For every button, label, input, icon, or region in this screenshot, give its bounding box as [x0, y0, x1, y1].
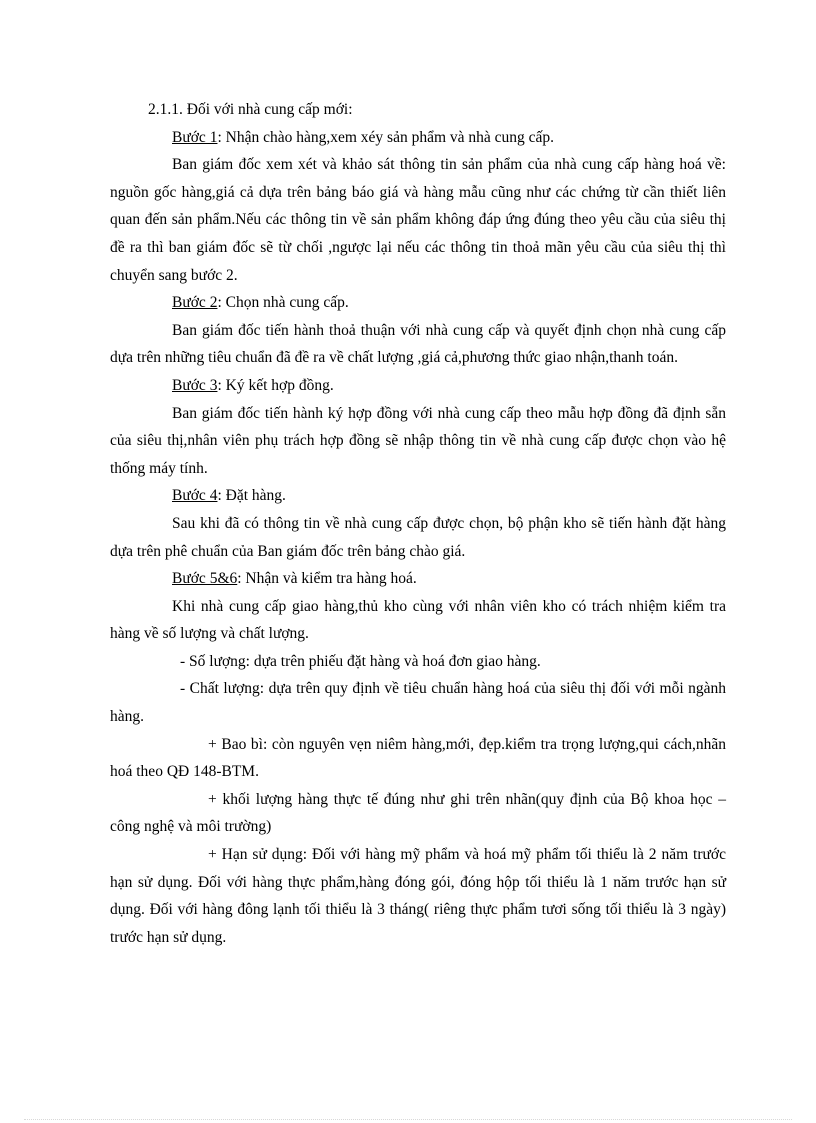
step-4-title: [110, 482, 726, 510]
document-body: [110, 96, 726, 951]
step-1-title-text: : Nhận chào hàng,xem xéy sản phẩm và nhà cung cấp.: [217, 128, 555, 146]
step-4-body: Sau khi đã có thông tin về nhà cung cấp được chọn, bộ phận kho sẽ tiến hành đặt hàng dựa trên phê chuẩn của Ban giám đốc trên bảng chào giá.: [110, 514, 726, 560]
plus-item-packaging: + Bao bì: còn nguyên vẹn niêm hàng,mới, đẹp.kiểm tra trọng lượng,qui cách,nhãn hoá theo QĐ 148-BTM.: [110, 735, 726, 781]
plus-item-weight: + khối lượng hàng thực tế đúng như ghi trên nhãn(quy định của Bộ khoa học – công nghệ và môi trường): [110, 790, 726, 836]
dash-item-quality: - Chất lượng: dựa trên quy định về tiêu chuẩn hàng hoá của siêu thị đối với mỗi ngành hàng.: [110, 680, 726, 726]
plus-item-expiry: + Hạn sử dụng: Đối với hàng mỹ phẩm và hoá mỹ phẩm tối thiểu là 2 năm trước hạn sử dụng. Đối với hàng thực phẩm,hàng đóng gói, đóng hộp tối thiểu là 1 năm trước hạn sử dụng. Đối với hàng đông lạnh tối thiểu là 3 tháng( riêng thực phẩm tươi sống tối thiểu là 3 ngày) trước hạn sử dụng.: [110, 846, 726, 946]
step-2-body: Ban giám đốc tiến hành thoả thuận với nhà cung cấp và quyết định chọn nhà cung cấp dựa trên những tiêu chuẩn đã đề ra về chất lượng ,giá cả,phương thức giao nhận,thanh toán.: [110, 321, 726, 367]
step-5-6-body: Khi nhà cung cấp giao hàng,thủ kho cùng với nhân viên kho có trách nhiệm kiểm tra hàng về số lượng và chất lượng.: [110, 597, 726, 643]
step-5-6-title-text: : Nhận và kiểm tra hàng hoá.: [237, 570, 417, 588]
step-3-label: Bước 3: [172, 376, 218, 394]
section-heading: 2.1.1. Đối với nhà cung cấp mới:: [148, 101, 353, 118]
step-5-6-label: Bước 5&6: [172, 570, 238, 588]
step-2-label: Bước 2: [172, 294, 218, 312]
step-4-label: Bước 4: [172, 487, 218, 505]
step-1-body: Ban giám đốc xem xét và khảo sát thông tin sản phẩm của nhà cung cấp hàng hoá về: nguồn gốc hàng,giá cả dựa trên bảng báo giá và hàng mẫu cũng như các chứng từ cần thiết liên quan đến sản phẩm.Nếu các thông tin về sản phẩm không đáp ứng đúng theo yêu cầu của siêu thị đề ra thì ban giám đốc sẽ từ chối ,ngược lại nếu các thông tin thoả mãn yêu cầu của siêu thị thì chuyển sang bước 2.: [110, 156, 726, 284]
step-3-title-text: : Ký kết hợp đồng.: [217, 376, 334, 394]
dash-item-quantity: - Số lượng: dựa trên phiếu đặt hàng và hoá đơn giao hàng.: [180, 652, 541, 670]
step-2-title-text: : Chọn nhà cung cấp.: [217, 294, 349, 312]
step-3-body: Ban giám đốc tiến hành ký hợp đồng với nhà cung cấp theo mẫu hợp đồng đã định sẵn của siêu thị,nhân viên phụ trách hợp đồng sẽ nhập thông tin về nhà cung cấp được chọn vào hệ thống máy tính.: [110, 404, 726, 477]
page-bottom-divider: [24, 1119, 792, 1120]
step-4-title-text: : Đặt hàng.: [217, 487, 286, 505]
step-1-label: Bước 1: [172, 128, 218, 146]
step-3-title: [110, 372, 726, 400]
step-5-6-title: [110, 565, 726, 593]
step-1-title: [110, 124, 726, 152]
step-2-title: [110, 289, 726, 317]
